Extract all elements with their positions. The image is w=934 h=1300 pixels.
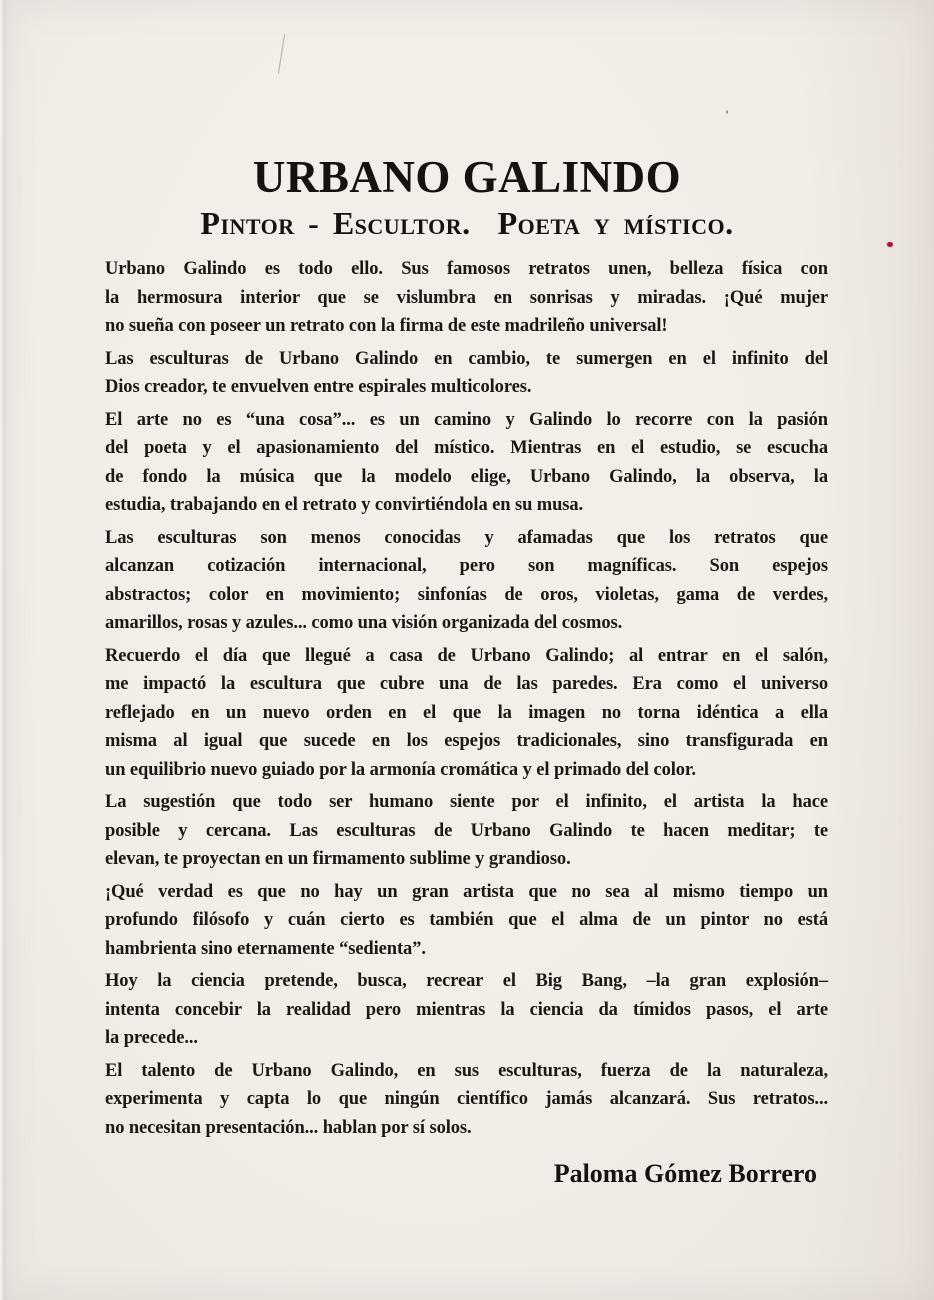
paragraph (105, 642, 828, 785)
paragraph-line: un equilibrio nuevo guiado por la armonía cromática y el primado del color. (105, 759, 696, 780)
paper-speck (726, 110, 728, 114)
paragraph-line: Hoy la ciencia pretende, busca, recrear el Big Bang, –la gran explosión– (105, 971, 828, 991)
paragraph-line: intenta concebir la realidad pero mientras la ciencia da tímidos pasos, el arte (105, 999, 828, 1020)
paragraph (105, 1057, 828, 1143)
paragraph-line: La sugestión que todo ser humano siente por el infinito, el artista la hace (105, 792, 828, 812)
paragraph-line: alcanzan cotización internacional, pero son magníficas. Son espejos (105, 556, 828, 576)
paragraph-line: estudia, trabajando en el retrato y convirtiéndola en su musa. (105, 495, 584, 515)
paragraph-line: posible y cercana. Las esculturas de Urbano Galindo te hacen meditar; te (105, 820, 828, 841)
paragraph-line: Las esculturas de Urbano Galindo en cambio, te sumergen en el infinito del (105, 348, 828, 369)
red-ink-dot (887, 242, 893, 247)
signature-author: Paloma Gómez Borrero (553, 1159, 817, 1188)
page-left-edge (0, 0, 7, 1300)
paragraph (105, 345, 828, 402)
paragraph-line: profundo filósofo y cuán cierto es también que el alma de un pintor no está (105, 910, 828, 930)
paragraph-line: experimenta y capta lo que ningún científico jamás alcanzará. Sus retratos... (105, 1089, 828, 1109)
page-subtitle: Pintor - Escultor. Poeta y místico. (200, 205, 734, 241)
paragraph-line: de fondo la música que la modelo elige, Urbano Galindo, la observa, la (105, 466, 828, 487)
article-body (105, 255, 828, 1142)
paragraph-line: misma al igual que sucede en los espejos tradicionales, sino transfigurada en (105, 731, 828, 751)
paragraph-line: Dios creador, te envuelven entre espirales multicolores. (105, 377, 532, 397)
paragraph (105, 878, 828, 964)
paragraph-line: Recuerdo el día que llegué a casa de Urbano Galindo; al entrar en el salón, (105, 645, 828, 666)
paragraph-line: Las esculturas son menos conocidas y afamadas que los retratos que (105, 527, 828, 548)
paragraph-line: reflejado en un nuevo orden en el que la imagen no torna idéntica a ella (105, 702, 828, 723)
paragraph-line: El arte no es “una cosa”... es un camino y Galindo lo recorre con la pasión (105, 409, 828, 430)
paragraph-line: amarillos, rosas y azules... como una visión organizada del cosmos. (105, 613, 623, 633)
paragraph-line: El talento de Urbano Galindo, en sus esculturas, fuerza de la naturaleza, (105, 1060, 828, 1081)
paragraph-line: me impactó la escultura que cubre una de las paredes. Era como el universo (105, 674, 828, 694)
page-title: URBANO GALINDO (252, 152, 682, 202)
paragraph-line: hambrienta sino eternamente “sedienta”. (105, 938, 426, 959)
paragraph-line: no sueña con poseer un retrato con la firma de este madrileño universal! (105, 316, 668, 336)
paragraph (105, 788, 828, 874)
paragraph-line: Urbano Galindo es todo ello. Sus famosos retratos unen, belleza física con (105, 259, 828, 279)
paragraph (105, 255, 828, 341)
paragraph-line: la precede... (105, 1028, 198, 1048)
paragraph-line: elevan, te proyectan en un firmamento sublime y grandioso. (105, 849, 571, 869)
paragraph (105, 967, 828, 1053)
paragraph (105, 406, 828, 520)
paragraph (105, 524, 828, 638)
paragraph-line: la hermosura interior que se vislumbra en sonrisas y miradas. ¡Qué mujer (105, 287, 828, 308)
paragraph-line: ¡Qué verdad es que no hay un gran artista que no sea al mismo tiempo un (105, 881, 828, 902)
paragraph-line: abstractos; color en movimiento; sinfonías de oros, violetas, gama de verdes, (105, 584, 828, 605)
paragraph-line: del poeta y el apasionamiento del místico. Mientras en el estudio, se escucha (105, 438, 828, 458)
paragraph-line: no necesitan presentación... hablan por sí solos. (105, 1117, 472, 1138)
